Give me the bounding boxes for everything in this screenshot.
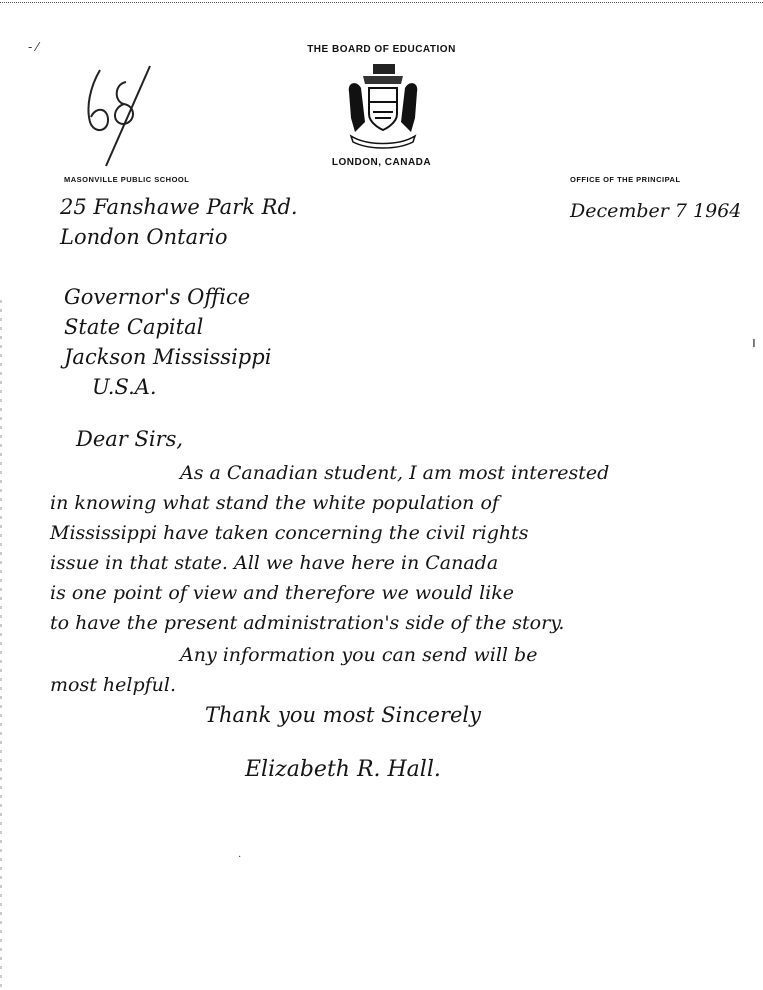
- coat-of-arms-crest: [343, 62, 423, 152]
- sender-address: [60, 192, 298, 252]
- letterhead-office: OFFICE OF THE PRINCIPAL: [570, 175, 681, 184]
- body-line: to have the present administration's side of the story.: [50, 612, 565, 634]
- recipient-line: Governor's Office: [64, 285, 251, 309]
- letterhead-organization: THE BOARD OF EDUCATION: [307, 44, 456, 55]
- closing-line: Thank you most Sincerely: [205, 703, 481, 727]
- top-edge-line: [0, 2, 763, 3]
- letterhead-school: MASONVILLE PUBLIC SCHOOL: [64, 175, 190, 184]
- margin-note-numeral: [78, 62, 158, 172]
- recipient-line: State Capital: [64, 315, 204, 339]
- body-line: is one point of view and therefore we would like: [50, 582, 515, 604]
- recipient-line: U.S.A.: [92, 375, 157, 399]
- letter-date: December 7 1964: [570, 200, 742, 222]
- stray-pen-mark: - ⁄: [28, 40, 39, 54]
- margin-tick-mark: ı: [752, 335, 756, 351]
- body-line: As a Canadian student, I am most interested: [180, 462, 610, 484]
- sender-address-line: London Ontario: [60, 225, 228, 249]
- recipient-address: [64, 282, 271, 402]
- stray-dot: ·: [238, 852, 242, 863]
- body-line: Mississippi have taken concerning the civil rights: [50, 522, 529, 544]
- body-line: in knowing what stand the white population of: [50, 492, 499, 514]
- left-edge-marks: [0, 300, 2, 990]
- letterhead-city: LONDON, CANADA: [331, 157, 432, 168]
- salutation: Dear Sirs,: [76, 427, 184, 451]
- body-line: issue in that state. All we have here in Canada: [50, 552, 499, 574]
- sender-address-line: 25 Fanshawe Park Rd.: [60, 195, 298, 219]
- body-line: most helpful.: [50, 674, 176, 696]
- body-line: Any information you can send will be: [180, 644, 538, 666]
- signature: Elizabeth R. Hall.: [245, 757, 441, 782]
- recipient-line: Jackson Mississippi: [64, 345, 272, 369]
